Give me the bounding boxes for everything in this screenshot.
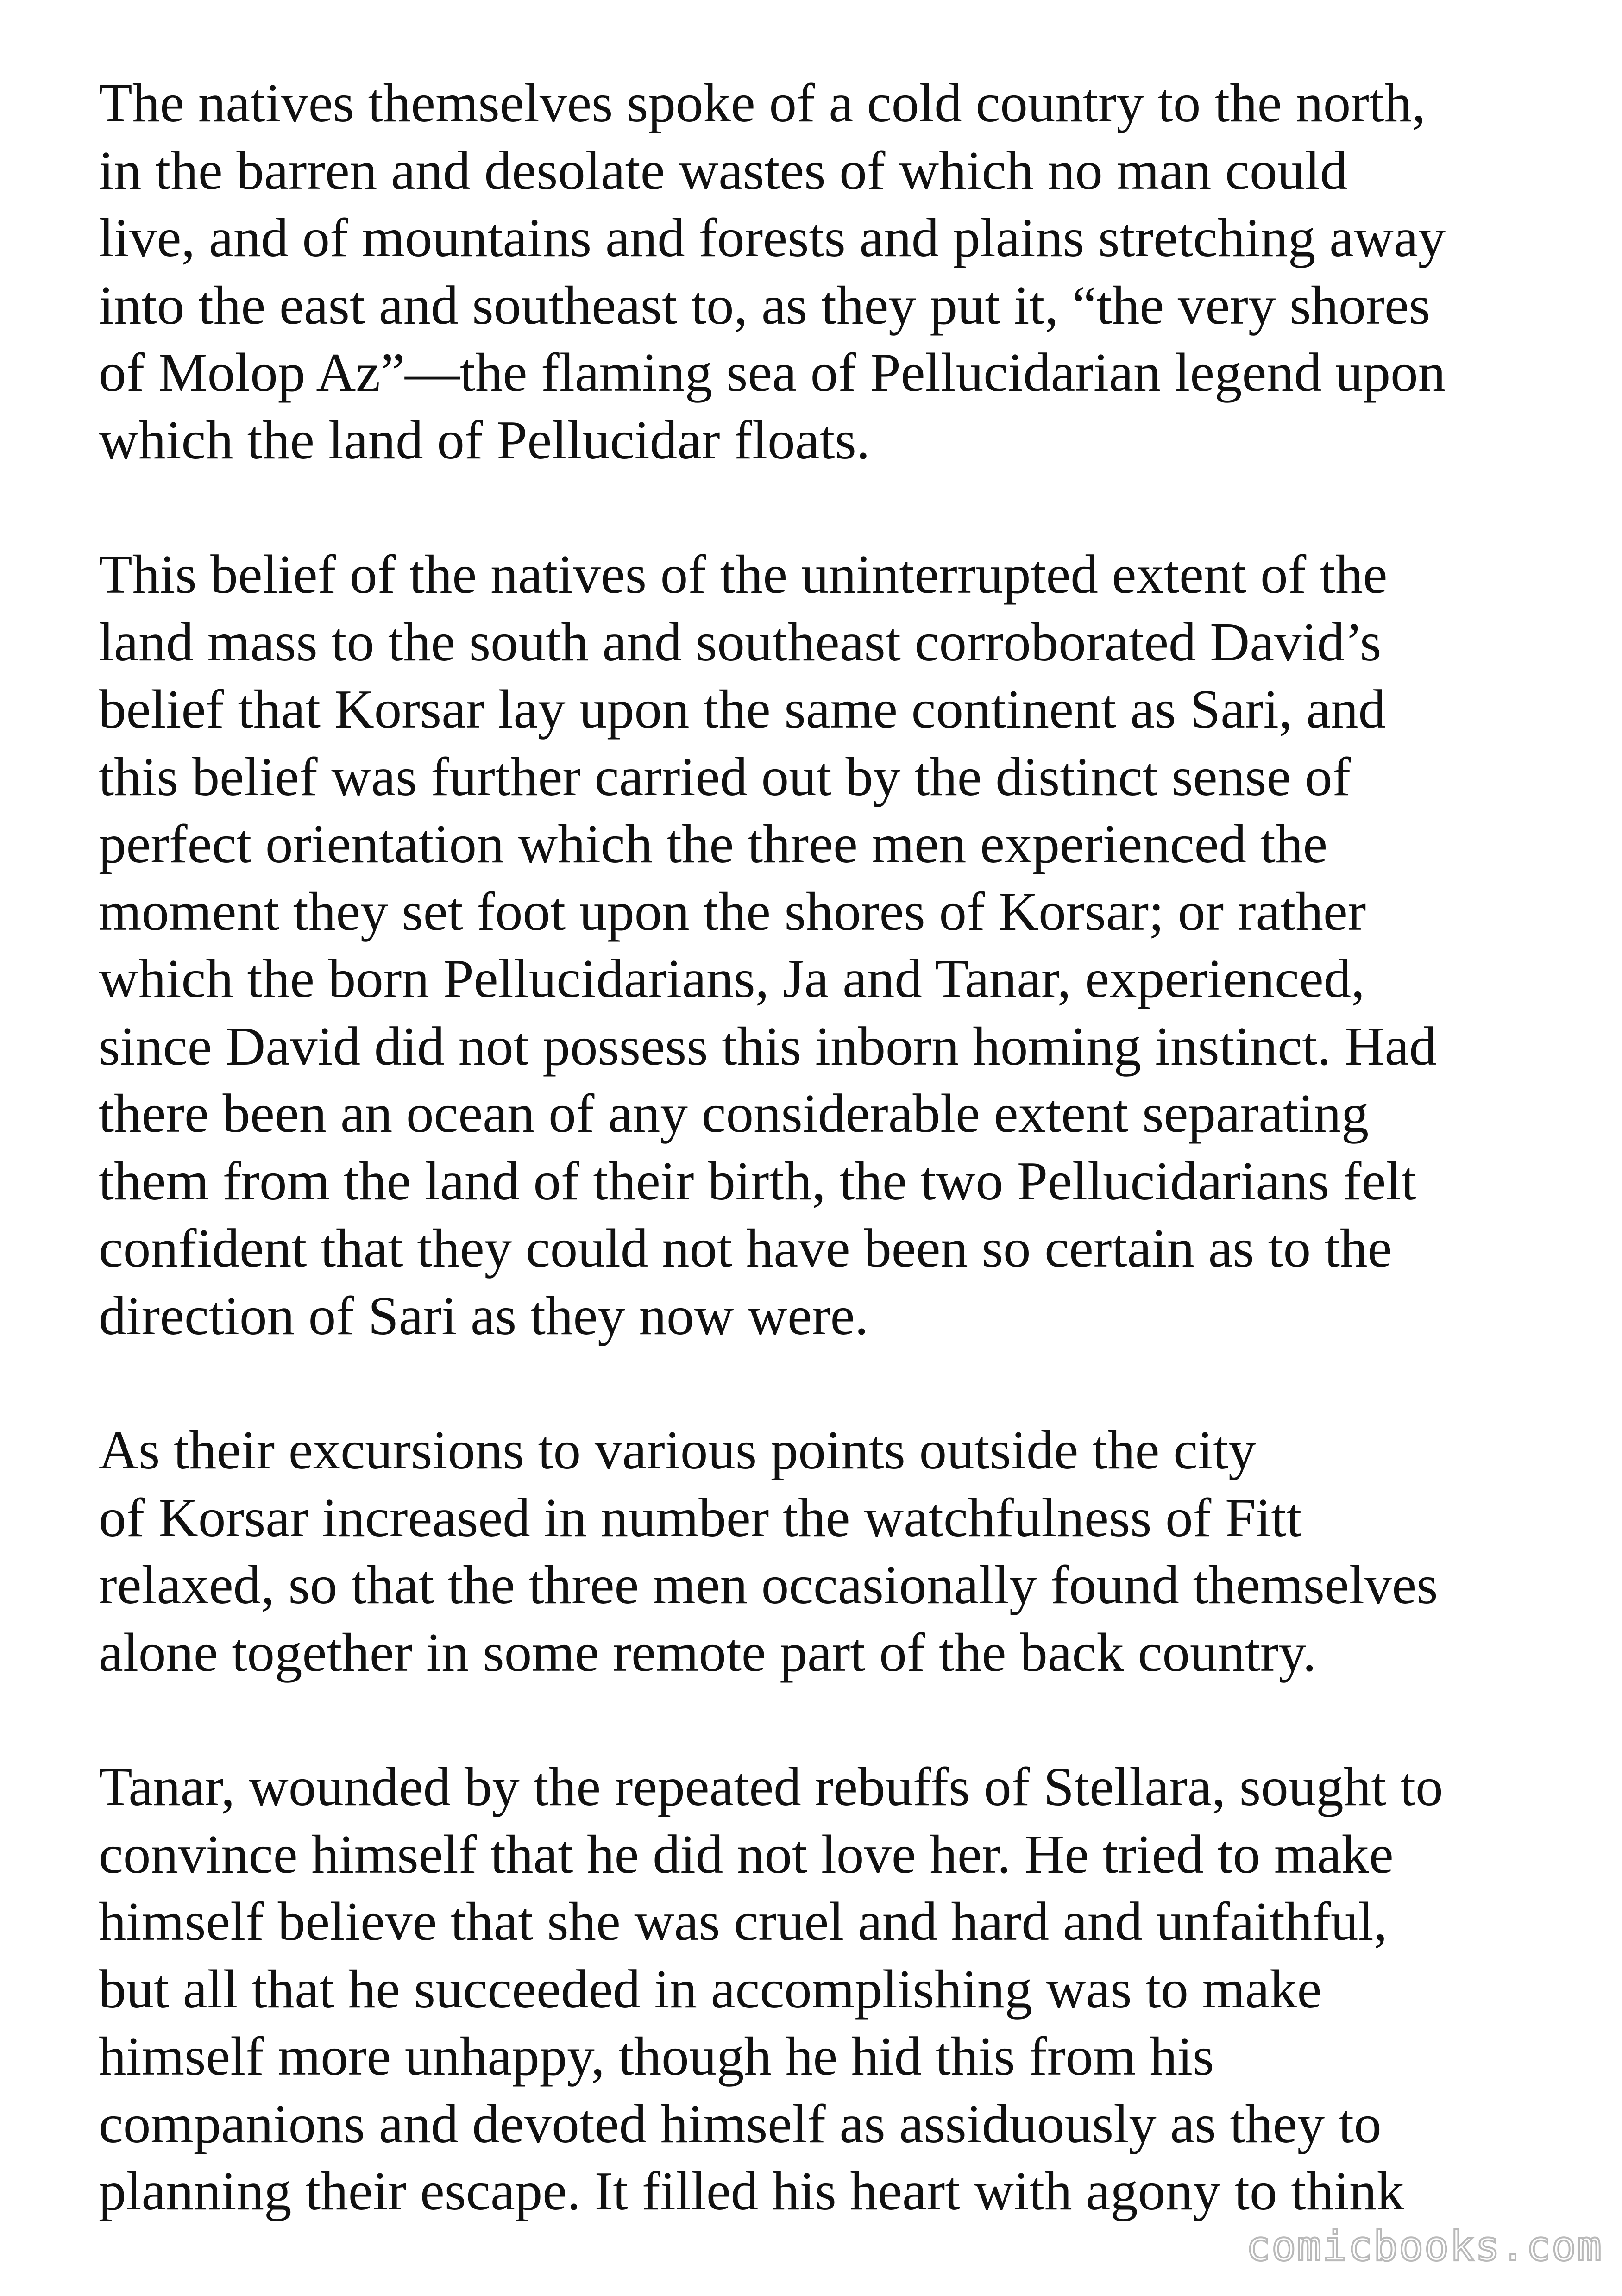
watermark-text: comicbooks.com	[1246, 2222, 1603, 2270]
text-line: belief that Korsar lay upon the same continent as Sari, and	[99, 678, 1386, 740]
text-line: there been an ocean of any considerable extent separating	[99, 1083, 1369, 1144]
text-line: land mass to the south and southeast corroborated David’s	[99, 611, 1382, 672]
text-line: alone together in some remote part of the back country.	[99, 1621, 1317, 1683]
text-line: himself more unhappy, though he hid this from his	[99, 2026, 1214, 2087]
text-line: live, and of mountains and forests and plains stretching away	[99, 207, 1446, 268]
paragraph-1	[99, 69, 1562, 474]
text-line: them from the land of their birth, the two Pellucidarians felt	[99, 1150, 1417, 1211]
text-line: companions and devoted himself as assiduously as they to	[99, 2093, 1382, 2154]
text-line: As their excursions to various points outside the city	[99, 1419, 1256, 1480]
text-line: direction of Sari as they now were.	[99, 1285, 869, 1346]
text-line: in the barren and desolate wastes of which no man could	[99, 139, 1348, 201]
text-line: since David did not possess this inborn homing instinct. Had	[99, 1015, 1437, 1077]
paragraph-3	[99, 1417, 1562, 1686]
text-line: which the born Pellucidarians, Ja and Tanar, experienced,	[99, 948, 1365, 1009]
text-line: The natives themselves spoke of a cold country to the north,	[99, 72, 1426, 133]
paragraph-4	[99, 1753, 1562, 2225]
text-line: confident that they could not have been so certain as to the	[99, 1217, 1392, 1279]
text-line: perfect orientation which the three men experienced the	[99, 813, 1328, 874]
text-line: this belief was further carried out by the distinct sense of	[99, 746, 1351, 807]
text-line: relaxed, so that the three men occasionally found themselves	[99, 1554, 1438, 1615]
body-text	[99, 69, 1562, 2292]
text-line: which the land of Pellucidar floats.	[99, 409, 870, 470]
text-line: but all that he succeeded in accomplishing was to make	[99, 1958, 1322, 2020]
text-line: himself believe that she was cruel and hard and unfaithful,	[99, 1891, 1388, 1952]
paragraph-2	[99, 541, 1562, 1349]
text-line: Tanar, wounded by the repeated rebuffs of Stellara, sought to	[99, 1756, 1443, 1817]
text-line: planning their escape. It filled his heart with agony to think	[99, 2160, 1404, 2221]
text-line: into the east and southeast to, as they put it, “the very shores	[99, 274, 1431, 336]
text-line: convince himself that he did not love her. He tried to make	[99, 1823, 1394, 1885]
text-line: of Korsar increased in number the watchfulness of Fitt	[99, 1487, 1302, 1548]
text-line: This belief of the natives of the uninterrupted extent of the	[99, 544, 1388, 605]
text-line: of Molop Az”—the flaming sea of Pellucidarian legend upon	[99, 342, 1446, 403]
text-line: moment they set foot upon the shores of Korsar; or rather	[99, 880, 1366, 942]
